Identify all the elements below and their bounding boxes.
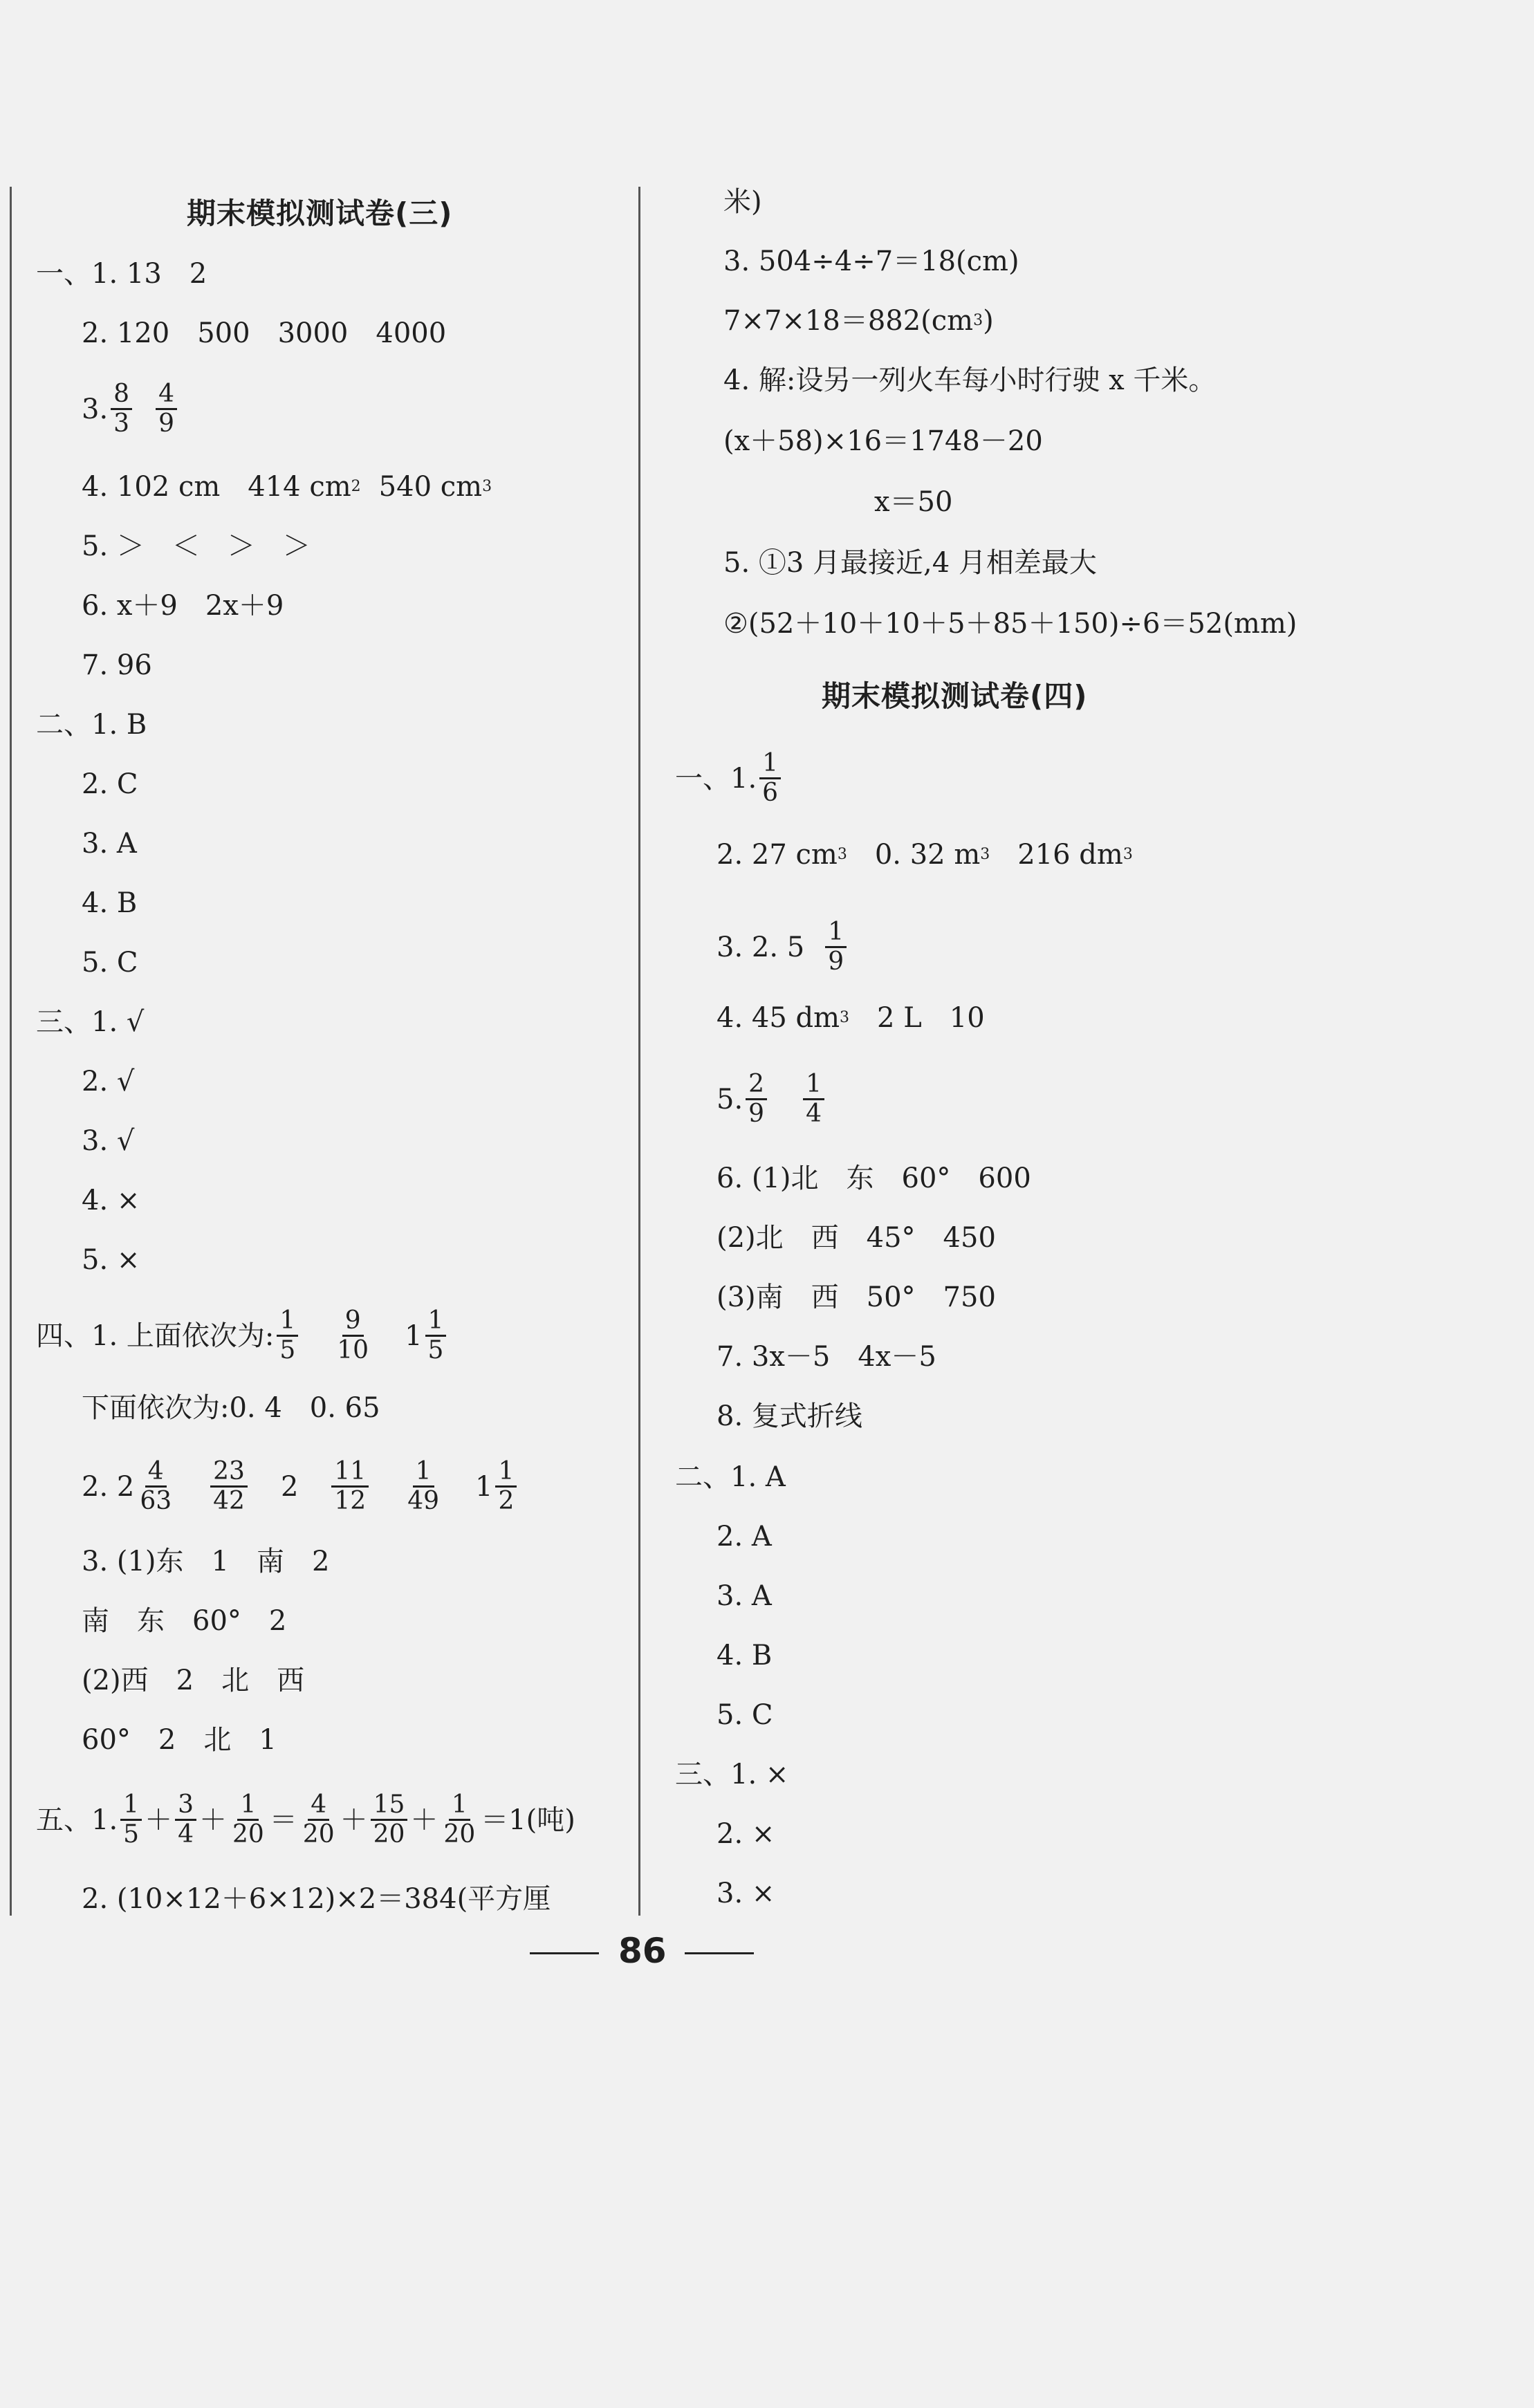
r-line8: ②(52＋10＋10＋5＋85＋150)÷6＝52(mm) bbox=[723, 608, 1297, 640]
page-number-rule-left bbox=[530, 1952, 599, 1954]
fraction: $\frac{1}{2}$ bbox=[495, 1458, 517, 1515]
page-number-rule-right bbox=[685, 1952, 754, 1954]
right-section-title: 期末模拟测试卷(四) bbox=[822, 679, 1088, 713]
r4-s1-line2: 2. 27 cm 3 0. 32 m 3 216 dm 3 bbox=[717, 839, 1133, 871]
s2-line1: 二、1. B bbox=[36, 709, 147, 741]
fraction: $\frac{23}{42}$ bbox=[210, 1458, 248, 1515]
fraction: $\frac{1}{49}$ bbox=[407, 1457, 440, 1515]
s2-line2: 2. C bbox=[82, 768, 138, 800]
s2-line4: 4. B bbox=[82, 887, 138, 919]
s1-line5: 5. ＞ ＜ ＞ ＞ bbox=[82, 530, 311, 562]
s2-line3: 3. A bbox=[82, 828, 137, 860]
r4-s3-line3: 3. × bbox=[717, 1878, 775, 1909]
s3-line2: 2. √ bbox=[82, 1066, 135, 1098]
r4-s1-line9: 7. 3x－5 4x－5 bbox=[717, 1341, 936, 1373]
r-line2: 3. 504÷4÷7＝18(cm) bbox=[723, 246, 1019, 277]
r4-s1-line7: (2)北 西 45° 450 bbox=[717, 1222, 996, 1254]
s4-line1: 四、1. 上面依次为: $\frac{1}{5}$ $\frac{9}{10}$ 1 $\frac{1}{5}$ bbox=[36, 1307, 449, 1364]
r4-s3-line1: 三、1. × bbox=[675, 1759, 789, 1790]
r4-s1-line1: 一、1. $\frac{1}{6}$ bbox=[675, 750, 784, 807]
r4-s1-line5: 5. $\frac{2}{9}$ $\frac{1}{4}$ bbox=[717, 1071, 827, 1128]
r-line4: 4. 解:设另一列火车每小时行驶 x 千米。 bbox=[723, 364, 1217, 396]
r4-s1-line3: 3. 2. 5 $\frac{1}{9}$ bbox=[717, 918, 849, 976]
r4-s2-line1: 二、1. A bbox=[675, 1461, 786, 1493]
fraction: $\frac{1}{5}$ bbox=[120, 1791, 142, 1849]
r4-s2-line5: 5. C bbox=[717, 1699, 773, 1731]
s4-line6: (2)西 2 北 西 bbox=[82, 1665, 305, 1696]
s1-line1: 一、1. 13 2 bbox=[36, 258, 207, 290]
s1-line3 bbox=[82, 380, 180, 438]
fraction: $\frac{1}{20}$ bbox=[232, 1790, 264, 1849]
left-section-title: 期末模拟测试卷(三) bbox=[187, 196, 453, 230]
fraction: $\frac{1}{20}$ bbox=[443, 1790, 476, 1849]
s1-line2: 2. 120 500 3000 4000 bbox=[82, 317, 447, 349]
s2-line5: 5. C bbox=[82, 947, 138, 979]
r4-s1-line4: 4. 45 dm 3 2 L 10 bbox=[717, 1002, 985, 1034]
s4-line2: 下面依次为:0. 4 0. 65 bbox=[82, 1392, 380, 1424]
fraction: $\frac{1}{4}$ bbox=[803, 1071, 824, 1128]
s4-line5: 南 东 60° 2 bbox=[82, 1605, 287, 1637]
s3-line5: 5. × bbox=[82, 1244, 140, 1276]
r4-s2-line4: 4. B bbox=[717, 1640, 773, 1671]
s5-line1: 五、1. $\frac{1}{5}$ ＋ $\frac{3}{4}$ ＋ $\frac{1}{20}$ ＝ $\frac{4}{20}$ ＋ $\frac{15}{20}$ ＋ $\frac{1}{20}$ ＝1(吨) bbox=[36, 1790, 575, 1849]
r4-s2-line2: 2. A bbox=[717, 1521, 772, 1553]
fraction: $\frac{2}{9}$ bbox=[746, 1071, 767, 1128]
r4-s1-line10: 8. 复式折线 bbox=[717, 1400, 862, 1432]
r-line6: x＝50 bbox=[874, 486, 953, 518]
fraction: $\frac{4}{63}$ bbox=[140, 1457, 172, 1515]
r4-s3-line2: 2. × bbox=[717, 1818, 775, 1850]
r4-s2-line3: 3. A bbox=[717, 1580, 772, 1612]
fraction: $\frac{9}{10}$ bbox=[337, 1306, 369, 1364]
left-margin-rule bbox=[10, 187, 12, 1916]
s1-line7: 7. 96 bbox=[82, 649, 152, 681]
s5-line2: 2. (10×12＋6×12)×2＝384(平方厘 bbox=[82, 1883, 551, 1915]
fraction: $\frac{3}{4}$ bbox=[175, 1791, 196, 1849]
fraction: $\frac{1}{5}$ bbox=[425, 1307, 447, 1364]
s4-line7: 60° 2 北 1 bbox=[82, 1724, 277, 1756]
s3-line4: 4. × bbox=[82, 1185, 140, 1216]
fraction: $\frac{15}{20}$ bbox=[371, 1791, 408, 1849]
fraction: $\frac{11}{12}$ bbox=[331, 1458, 369, 1515]
fraction: $\frac{1}{6}$ bbox=[759, 750, 781, 807]
s3-line1: 三、1. √ bbox=[36, 1006, 145, 1038]
s1-line6: 6. x＋9 2x＋9 bbox=[82, 590, 284, 622]
fraction: $\frac{4}{9}$ bbox=[156, 380, 177, 438]
s4-line4: 3. (1)东 1 南 2 bbox=[82, 1546, 330, 1577]
fraction: $\frac{8}{3}$ bbox=[111, 380, 132, 438]
s3-line3: 3. √ bbox=[82, 1125, 135, 1157]
r4-s1-line6: 6. (1)北 东 60° 600 bbox=[717, 1163, 1031, 1194]
r-line1: 米) bbox=[723, 186, 762, 218]
column-divider bbox=[638, 187, 640, 1916]
s1-line4: 4. 102 cm 414 cm 2 540 cm 3 bbox=[82, 471, 492, 503]
r-line7: 5. ①3 月最接近,4 月相差最大 bbox=[723, 547, 1097, 579]
fraction: $\frac{1}{5}$ bbox=[277, 1307, 298, 1364]
r-line3: 7×7×18＝882(cm 3 ) bbox=[723, 305, 994, 337]
s4-line3: 2. 2 $\frac{4}{63}$ $\frac{23}{42}$ 2 $\frac{11}{12}$ $\frac{1}{49}$ 1 $\frac{1}{2}$ bbox=[82, 1458, 519, 1515]
fraction: $\frac{4}{20}$ bbox=[302, 1790, 335, 1849]
s1-line3-prefix: 3. bbox=[82, 393, 109, 425]
r4-s1-line8: (3)南 西 50° 750 bbox=[717, 1281, 996, 1313]
r-line5: (x＋58)×16＝1748－20 bbox=[723, 425, 1043, 457]
page-number: 86 bbox=[618, 1931, 667, 1971]
fraction: $\frac{1}{9}$ bbox=[825, 918, 847, 976]
